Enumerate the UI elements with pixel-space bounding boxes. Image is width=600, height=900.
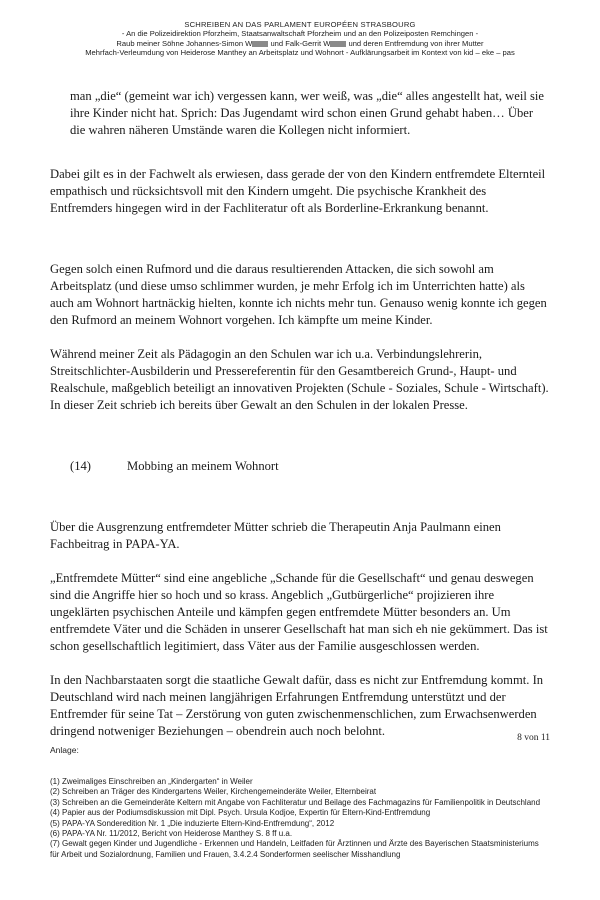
header-line-2: - An die Polizeidirektion Pforzheim, Staatsanwaltschaft Pforzheim und an den Polizeiposten Remchingen - xyxy=(121,29,479,39)
attachment-item: (4) Papier aus der Podiumsdiskussion mit Dipl. Psych. Ursula Kodjoe, Expertin für Eltern-Kind-Entfremdung xyxy=(50,808,431,818)
redaction-mark xyxy=(252,41,268,47)
attachment-item: (7) Gewalt gegen Kinder und Jugendliche - Erkennen und Handeln, Leitfaden für Ärztinnen und Ärzte des Bayerischen Staatsministeriums für Arbeit und Sozialordnung, Familien und Frauen, 3.4.2.4 Sonderformen seelischer Misshandlung xyxy=(50,839,539,859)
attachments-label: Anlage: xyxy=(50,745,79,755)
letter-header xyxy=(40,20,560,58)
header-line-3-part-3: und deren Entfremdung von ihrer Mutter xyxy=(346,38,484,48)
header-line-3-part-2: und Falk-Gerrit W xyxy=(268,38,331,48)
paragraph-paedagogin: Während meiner Zeit als Pädagogin an den Schulen war ich u.a. Verbindungslehrerin, Streitschlichter-Ausbilderin und Pressereferentin für den Gesamtbereich Grund-, Haupt- und Realschule, maßgeblich beteiligt an innovativen Projekten (Schule - Soziales, Schule - Wirtschaft). In dieser Zeit schrieb ich bereits über Gewalt an den Schulen in der lokalen Presse. xyxy=(50,347,549,412)
section-title: Mobbing an meinem Wohnort xyxy=(127,459,279,473)
paragraph-fachwelt: Dabei gilt es in der Fachwelt als erwiesen, dass gerade der von den Kindern entfremdete Elternteil empathisch und rücksichtsvoll mit den Kindern umgeht. Die psychische Krankheit des Entfremders hingegen wird in der Fachliteratur oft als Borderline-Erkrankung benannt. xyxy=(50,167,546,215)
header-line-4: Mehrfach-Verleumdung von Heiderose Manthey an Arbeitsplatz und Wohnort - Aufklärungsarbeit im Kontext von kid – eke – pas xyxy=(85,48,515,58)
paragraph-entfremdete-muetter: „Entfremdete Mütter“ sind eine angebliche „Schande für die Gesellschaft“ und genau deswegen sind die Angriffe hier so hoch und so krass. Angeblich „Gutbürgerliche“ projizieren ihre ungeklärten psychischen Anteile und kämpfen gegen entfremdete Mütter besonders an. Um entfremdete Väter und die Schäden in unserer Gesellschaft hat man sich eh nie gekümmert. Das ist schon gesellschaftlich legitimiert, dass Väter aus der Familie ausgeschlossen werden. xyxy=(50,571,548,653)
attachment-item: (1) Zweimaliges Einschreiben an „Kindergarten“ in Weiler xyxy=(50,777,253,786)
section-number: (14) xyxy=(70,459,91,473)
header-title: SCHREIBEN AN DAS PARLAMENT EUROPÉEN STRASBOURG xyxy=(184,20,416,29)
paragraph-rufmord: Gegen solch einen Rufmord und die daraus resultierenden Attacken, die sich sowohl am Arbeitsplatz (und diese umso schlimmer wurden, je mehr Erfolg ich im Unterrichten hatte) als auch am Wohnort hartnäckig hielten, konnte ich nichts mehr tun. Genauso wenig konnte ich gegen den Rufmord an meinem Wohnort vorgehen. Ich kämpfte um meine Kinder. xyxy=(50,262,547,327)
attachment-item: (5) PAPA-YA Sonderedition Nr. 1 „Die induzierte Eltern-Kind-Entfremdung“, 2012 xyxy=(50,818,335,828)
paragraph-ausgrenzung: Über die Ausgrenzung entfremdeter Mütter schrieb die Therapeutin Anja Paulmann einen Fachbeitrag in PAPA-YA. xyxy=(50,520,501,551)
letter-body xyxy=(50,88,550,740)
page-number: 8 von 11 xyxy=(517,733,550,743)
attachments-list xyxy=(50,777,550,860)
section-heading xyxy=(50,458,550,475)
attachment-item: (6) PAPA-YA Nr. 11/2012, Bericht von Heiderose Manthey S. 8 ff u.a. xyxy=(50,829,293,839)
letter-footer xyxy=(50,733,550,860)
redaction-mark xyxy=(330,41,346,47)
paragraph-continuation: man „die“ (gemeint war ich) vergessen kann, wer weiß, was „die“ alles angestellt hat, weil sie ihre Kinder nicht hat. Sprich: Das Jugendamt wird schon einen Grund gehabt haben… Über die wahren näheren Umstände waren die Kollegen nicht informiert. xyxy=(70,89,544,137)
attachment-item: (2) Schreiben an Träger des Kindergartens Weiler, Kirchengemeinderäte Weiler, Elternbeirat xyxy=(50,787,377,797)
header-line-3-part-1: Raub meiner Söhne Johannes-Simon W xyxy=(116,38,253,48)
paragraph-nachbarstaaten: In den Nachbarstaaten sorgt die staatliche Gewalt dafür, dass es nicht zur Entfremdung kommt. In Deutschland wird nach meinen langjährigen Erfahrungen Entfremdung unterstützt und der Entfremder für seine Tat – Zerstörung von guten zwischenmenschlichen, zum Erwachsenwerden dringend notweniger Beziehungen – obendrein auch noch belohnt. xyxy=(50,673,544,738)
attachment-item: (3) Schreiben an die Gemeinderäte Keltern mit Angabe von Fachliteratur und Beilage des Fachmagazins für Familienpolitik in Deutschland xyxy=(50,797,541,807)
header-line-3 xyxy=(40,39,560,48)
